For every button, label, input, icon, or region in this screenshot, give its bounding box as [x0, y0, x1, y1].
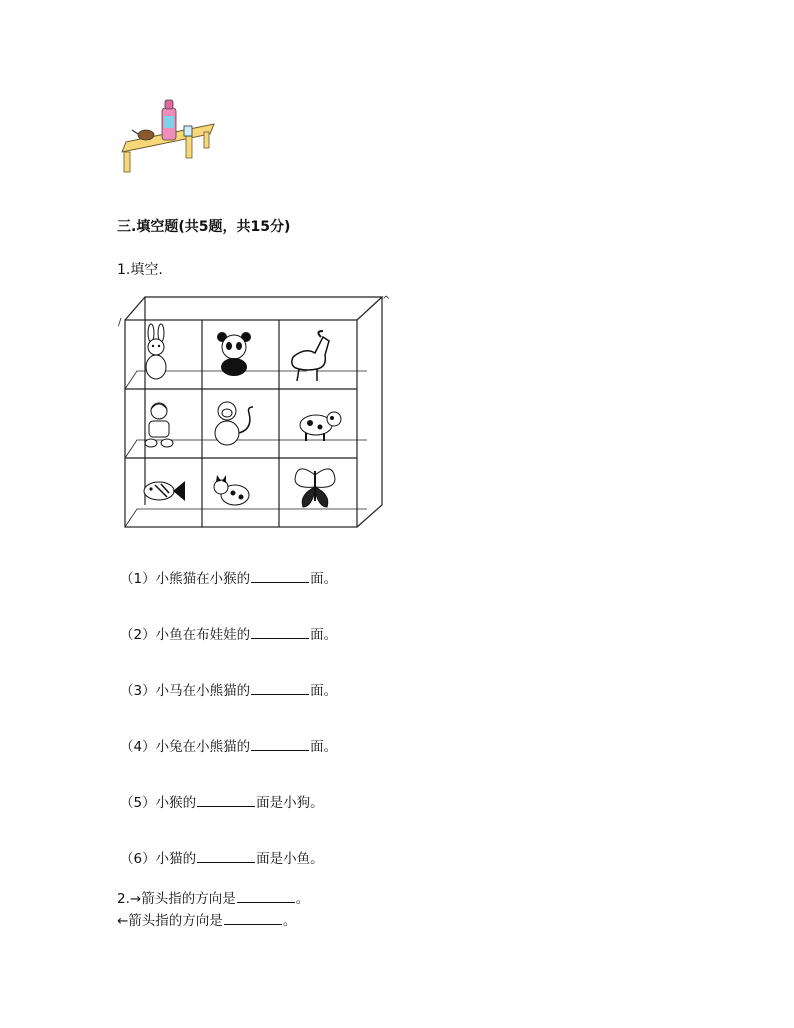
monkey-icon	[209, 399, 259, 451]
answer-blank[interactable]	[197, 850, 255, 863]
item-number: （3）	[120, 683, 156, 699]
item-number: （4）	[120, 739, 156, 755]
question-2-line-1	[117, 887, 309, 907]
question-1-item	[120, 623, 337, 643]
rabbit-icon	[135, 323, 177, 383]
question-1-item	[120, 679, 337, 699]
item-text-before: 小猴的	[155, 795, 197, 811]
question-2-line-2	[117, 909, 296, 929]
teapot-icon	[132, 130, 154, 140]
answer-blank[interactable]	[224, 912, 282, 925]
q2-text-before: 2.→箭头指的方向是	[117, 891, 236, 907]
item-text-after: 面是小鱼。	[256, 851, 324, 867]
panda-icon	[212, 329, 256, 377]
svg-text:/: /	[118, 317, 122, 328]
thermos-bottle-icon	[162, 100, 176, 140]
table-illustration	[118, 98, 218, 174]
question-1-item	[120, 847, 324, 867]
item-text-before: 小鱼在布娃娃的	[155, 627, 251, 643]
item-number: （5）	[120, 795, 156, 811]
item-text-after: 面。	[310, 627, 338, 643]
item-number: （6）	[120, 851, 156, 867]
cat-icon	[209, 471, 257, 511]
item-text-after: 面。	[310, 571, 338, 587]
answer-blank[interactable]	[197, 794, 255, 807]
item-number: （2）	[120, 627, 156, 643]
section-title: 三.填空题(共5题，共15分)	[117, 219, 291, 235]
item-text-before: 小熊猫在小猴的	[155, 571, 251, 587]
doll-icon	[139, 399, 179, 449]
item-text-before: 小兔在小熊猫的	[155, 739, 251, 755]
fish-icon	[139, 475, 187, 507]
q2-text-before: ←箭头指的方向是	[117, 913, 223, 929]
question-1-label: 1.填空.	[117, 262, 163, 278]
q2-text-after: 。	[282, 913, 297, 929]
item-text-before: 小马在小熊猫的	[155, 683, 251, 699]
q2-text-after: 。	[295, 891, 310, 907]
answer-blank[interactable]	[251, 738, 309, 751]
answer-blank[interactable]	[251, 626, 309, 639]
shelf-animals	[117, 295, 392, 530]
item-number: （1）	[120, 571, 156, 587]
answer-blank[interactable]	[251, 682, 309, 695]
item-text-after: 面。	[310, 683, 338, 699]
item-text-before: 小猫的	[155, 851, 197, 867]
dog-icon	[292, 405, 344, 445]
question-1-item	[120, 791, 324, 811]
question-1-item	[120, 735, 337, 755]
item-text-after: 面。	[310, 739, 338, 755]
answer-blank[interactable]	[237, 890, 295, 903]
question-1-item	[120, 567, 337, 587]
butterfly-icon	[289, 461, 341, 513]
item-text-after: 面是小狗。	[256, 795, 324, 811]
horse-icon	[285, 327, 335, 383]
answer-blank[interactable]	[251, 570, 309, 583]
svg-text:^: ^	[382, 295, 391, 306]
cup-icon	[184, 126, 192, 136]
